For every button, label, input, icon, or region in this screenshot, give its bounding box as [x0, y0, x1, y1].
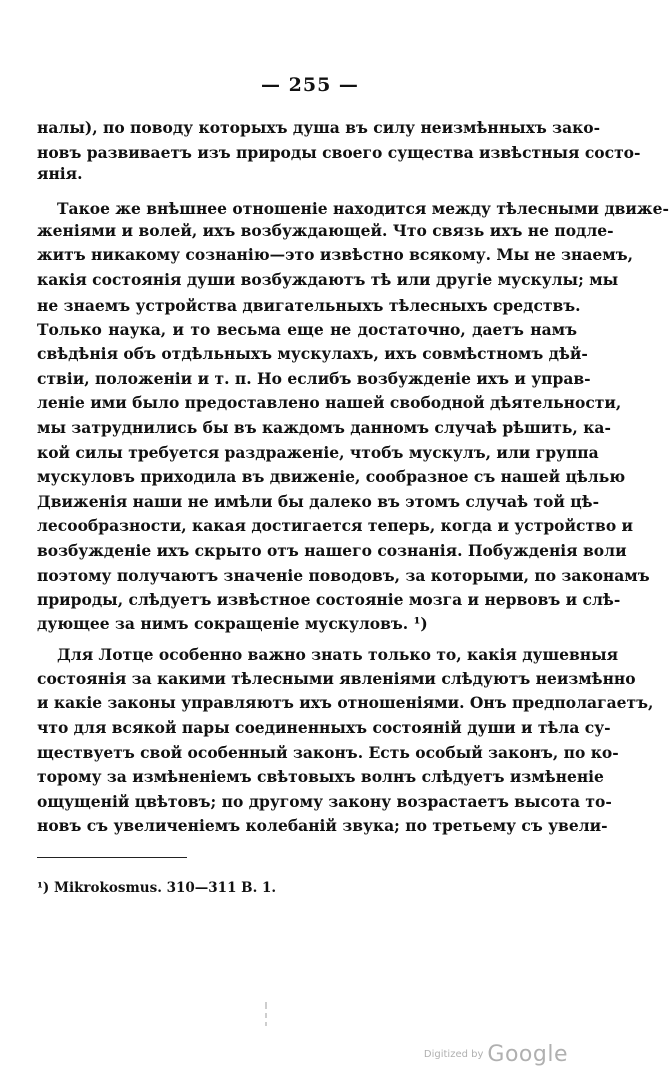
text-line: Такое же внѣшнее отношеніе находится между тѣлесными движе-: [57, 199, 669, 218]
text-line: ществуетъ свой особенный законъ. Есть особый законъ, по ко-: [37, 743, 619, 762]
text-line: поэтому получаютъ значеніе поводовъ, за которыми, по законамъ: [37, 566, 650, 585]
text-line: и какіе законы управляютъ ихъ отношеніями. Онъ предполагаетъ,: [37, 693, 654, 712]
text-line: житъ никакому сознанію—это извѣстно всякому. Мы не знаемъ,: [37, 245, 634, 264]
text-line: состоянія за какими тѣлесными явленіями слѣдуютъ неизмѣнно: [37, 669, 636, 688]
text-line: ствіи, положеніи и т. п. Но еслибъ возбужденіе ихъ и управ-: [37, 369, 591, 388]
text-line: что для всякой пары соединенныхъ состояній души и тѣла су-: [37, 718, 611, 737]
footnote-divider: [37, 857, 187, 858]
text-line: леніе ими было предоставлено нашей свободной дѣятельности,: [37, 393, 622, 412]
text-line: кой силы требуется раздраженіе, чтобъ мускулъ, или группа: [37, 443, 599, 462]
text-line: природы, слѣдуетъ извѣстное состояніе мозга и нервовъ и слѣ-: [37, 590, 621, 609]
text-line: янія.: [37, 164, 83, 183]
watermark-prefix: Digitized by: [423, 1049, 484, 1060]
text-line: женіями и волей, ихъ возбуждающей. Что связь ихъ не подле-: [37, 221, 614, 240]
text-line: Для Лотце особенно важно знать только то, какія душевныя: [57, 645, 619, 664]
text-line: торому за измѣненіемъ свѣтовыхъ волнъ слѣдуетъ измѣненіе: [37, 767, 604, 786]
text-line: мы затруднились бы въ каждомъ данномъ случаѣ рѣшить, ка-: [37, 418, 611, 437]
text-line: мускуловъ приходила въ движеніе, сообразное съ нашей цѣлью: [37, 467, 626, 486]
text-line: не знаемъ устройства двигательныхъ тѣлесныхъ средствъ.: [37, 296, 581, 315]
text-line: Движенія наши не имѣли бы далеко въ этомъ случаѣ той цѣ-: [37, 492, 600, 511]
digitized-watermark: [424, 1042, 568, 1067]
watermark-brand-logo: Google: [487, 1042, 568, 1067]
text-line: свѣдѣнія объ отдѣльныхъ мускулахъ, ихъ совмѣстномъ дѣй-: [37, 344, 588, 363]
text-line: ощущеній цвѣтовъ; по другому закону возрастаетъ высота то-: [37, 792, 612, 811]
text-line: налы), по поводу которыхъ душа въ силу неизмѣнныхъ зако-: [37, 118, 601, 137]
text-line: возбужденіе ихъ скрыто отъ нашего сознанія. Побужденія воли: [37, 541, 627, 560]
footnote: ¹) Mikrokosmus. 310—311 B. 1.: [37, 880, 277, 896]
text-line: дующее за нимъ сокращеніе мускуловъ. ¹): [37, 614, 428, 633]
decorative-dash-mark: [262, 1000, 270, 1028]
text-line: какія состоянія души возбуждаютъ тѣ или другіе мускулы; мы: [37, 270, 619, 289]
text-line: новъ съ увеличеніемъ колебаній звука; по третьему съ увели-: [37, 816, 608, 835]
text-line: Только наука, и то весьма еще не достаточно, даетъ намъ: [37, 320, 577, 339]
text-line: новъ развиваетъ изъ природы своего существа извѣстныя состо-: [37, 143, 641, 162]
page-number: — 255 —: [261, 74, 359, 96]
text-line: лесообразности, какая достигается теперь, когда и устройство и: [37, 516, 634, 535]
